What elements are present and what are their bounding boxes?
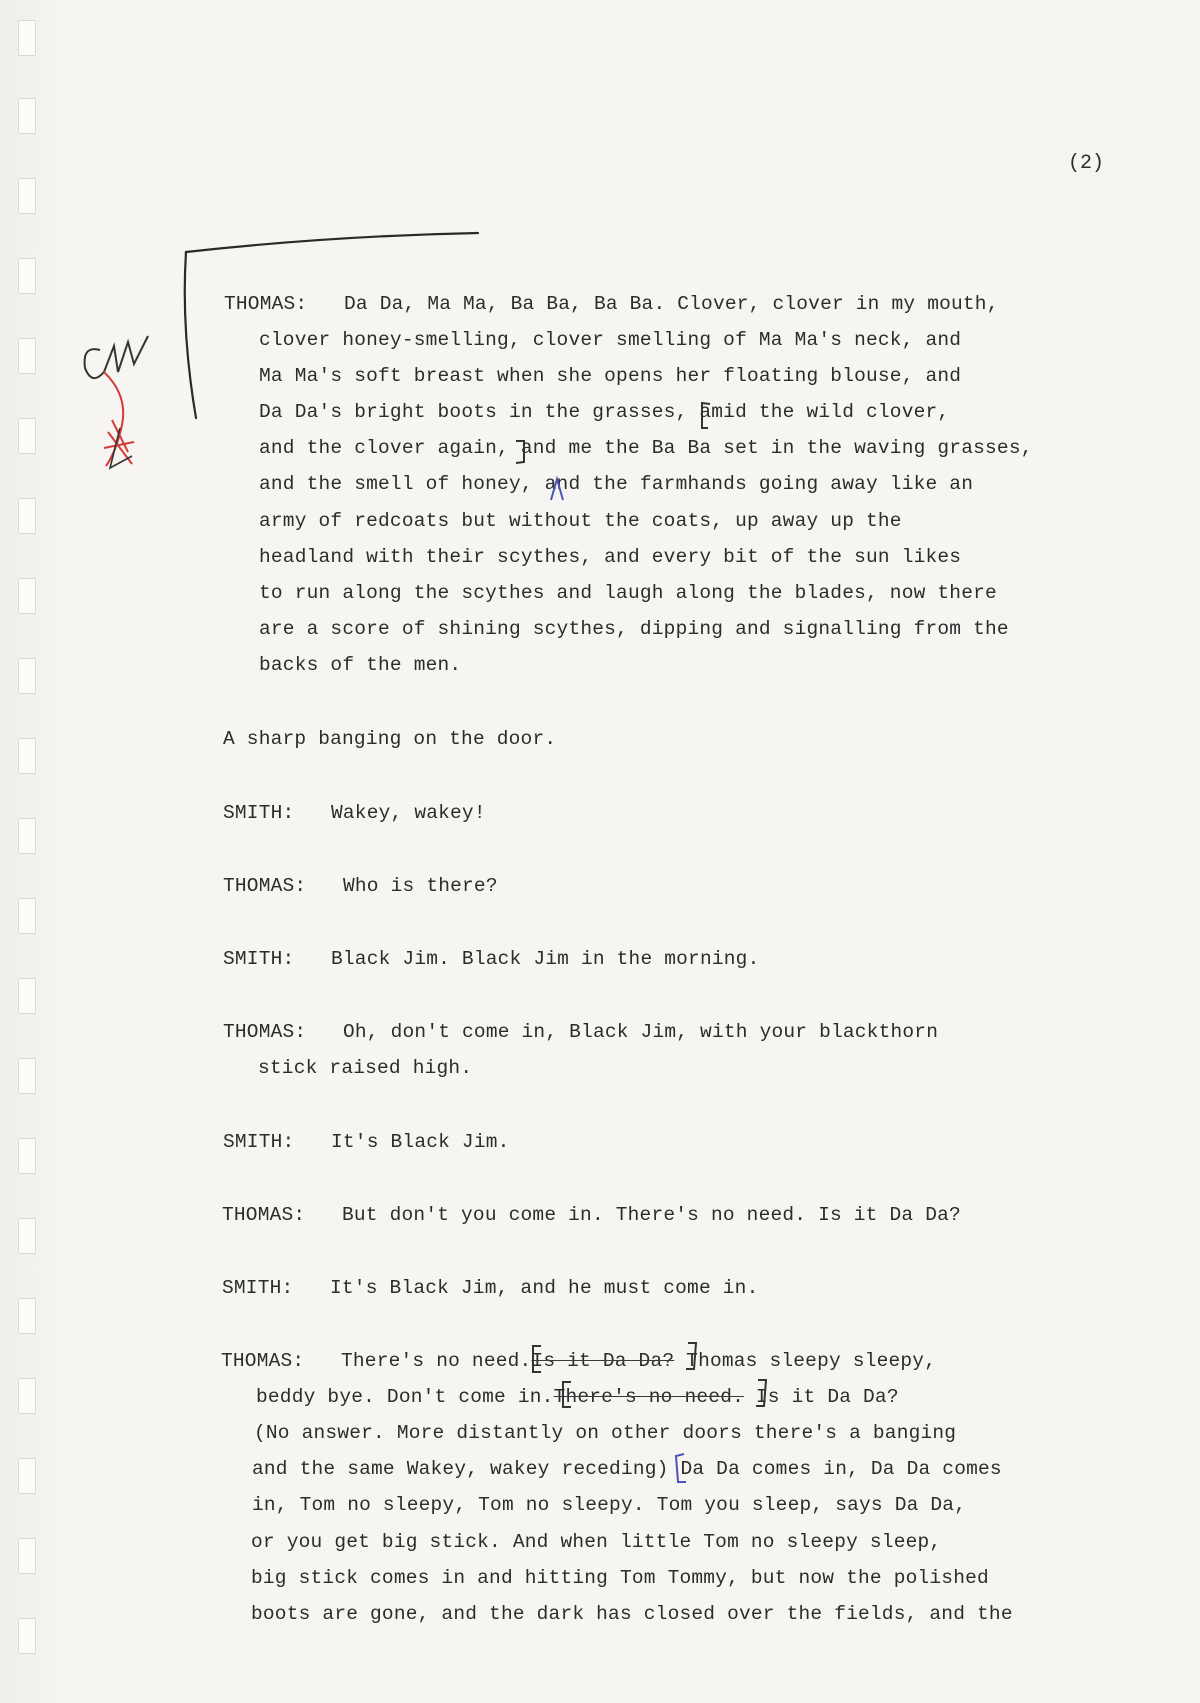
speaker-label: SMITH:: [223, 802, 295, 824]
speaker-label: SMITH:: [223, 948, 295, 970]
script-line: in, Tom no sleepy, Tom no sleepy. Tom you sleep, says Da Da,: [252, 1494, 967, 1516]
dialogue-text: Thomas sleepy sleepy,: [674, 1350, 937, 1372]
struck-text: Is it Da Da?: [531, 1350, 675, 1372]
script-line: and the clover again, and me the Ba Ba set in the waving grasses,: [259, 437, 1033, 459]
dialogue-text: There's no need.: [341, 1350, 532, 1372]
margin-scribble: [104, 372, 134, 466]
dialogue-text: Who is there?: [343, 875, 498, 897]
script-line: headland with their scythes, and every bit of the sun likes: [259, 546, 962, 568]
dialogue-text: Wakey, wakey!: [331, 802, 486, 824]
dialogue-text: Black Jim. Black Jim in the morning.: [331, 948, 760, 970]
script-line: backs of the men.: [259, 654, 462, 676]
speaker-label: SMITH:: [223, 1131, 295, 1153]
speaker-label: SMITH:: [222, 1277, 294, 1299]
stage-direction: A sharp banging on the door.: [223, 728, 557, 750]
insertion-bracket: [686, 1343, 696, 1369]
script-line: clover honey-smelling, clover smelling of Ma Ma's neck, and: [259, 329, 962, 351]
page-number: (2): [1068, 152, 1105, 175]
speaker-label: THOMAS:: [223, 1021, 307, 1043]
script-line: and the smell of honey, and the farmhands going away like an: [259, 473, 974, 495]
dialogue-text: It's Black Jim.: [331, 1131, 510, 1153]
script-line: and the same Wakey, wakey receding) Da Da comes in, Da Da comes: [252, 1458, 1002, 1480]
script-line: (No answer. More distantly on other doors there's a banging: [254, 1422, 957, 1444]
script-line: to run along the scythes and laugh along the blades, now there: [259, 582, 997, 604]
dialogue-text: beddy bye. Don't come in.: [256, 1386, 554, 1408]
script-line: big stick comes in and hitting Tom Tommy, but now the polished: [251, 1567, 989, 1589]
insertion-bracket: [676, 1454, 686, 1482]
insertion-bracket: [563, 1382, 571, 1407]
speaker-label: THOMAS:: [223, 875, 307, 897]
script-line: or you get big stick. And when little Tom no sleepy sleep,: [251, 1531, 942, 1553]
dialogue-text: Oh, don't come in, Black Jim, with your blackthorn: [343, 1021, 939, 1043]
dialogue-text: It's Black Jim, and he must come in.: [330, 1277, 759, 1299]
insertion-bracket: [756, 1380, 766, 1406]
caret-mark: [551, 479, 563, 500]
dialogue-text: Da Da, Ma Ma, Ba Ba, Ba Ba. Clover, clover in my mouth,: [344, 293, 999, 315]
speaker-label: THOMAS:: [221, 1350, 305, 1372]
insertion-bracket: [516, 441, 524, 463]
speaker-label: THOMAS:: [224, 293, 308, 315]
dialogue-text: But don't you come in. There's no need. Is it Da Da?: [342, 1204, 961, 1226]
script-line: Da Da's bright boots in the grasses, amid the wild clover,: [259, 401, 950, 423]
script-line: are a score of shining scythes, dipping and signalling from the: [259, 618, 1009, 640]
insertion-bracket: [702, 403, 710, 428]
script-line: army of redcoats but without the coats, up away up the: [259, 510, 902, 532]
script-line: Ma Ma's soft breast when she opens her floating blouse, and: [259, 365, 962, 387]
struck-text: There's no need.: [553, 1386, 744, 1408]
margin-scribble: [85, 336, 148, 378]
section-bracket: [185, 233, 478, 418]
insertion-bracket: [533, 1346, 541, 1372]
script-line: boots are gone, and the dark has closed over the fields, and the: [251, 1603, 1013, 1625]
speaker-label: THOMAS:: [222, 1204, 306, 1226]
dialogue-text: Is it Da Da?: [744, 1386, 899, 1408]
script-line: stick raised high.: [258, 1057, 473, 1079]
